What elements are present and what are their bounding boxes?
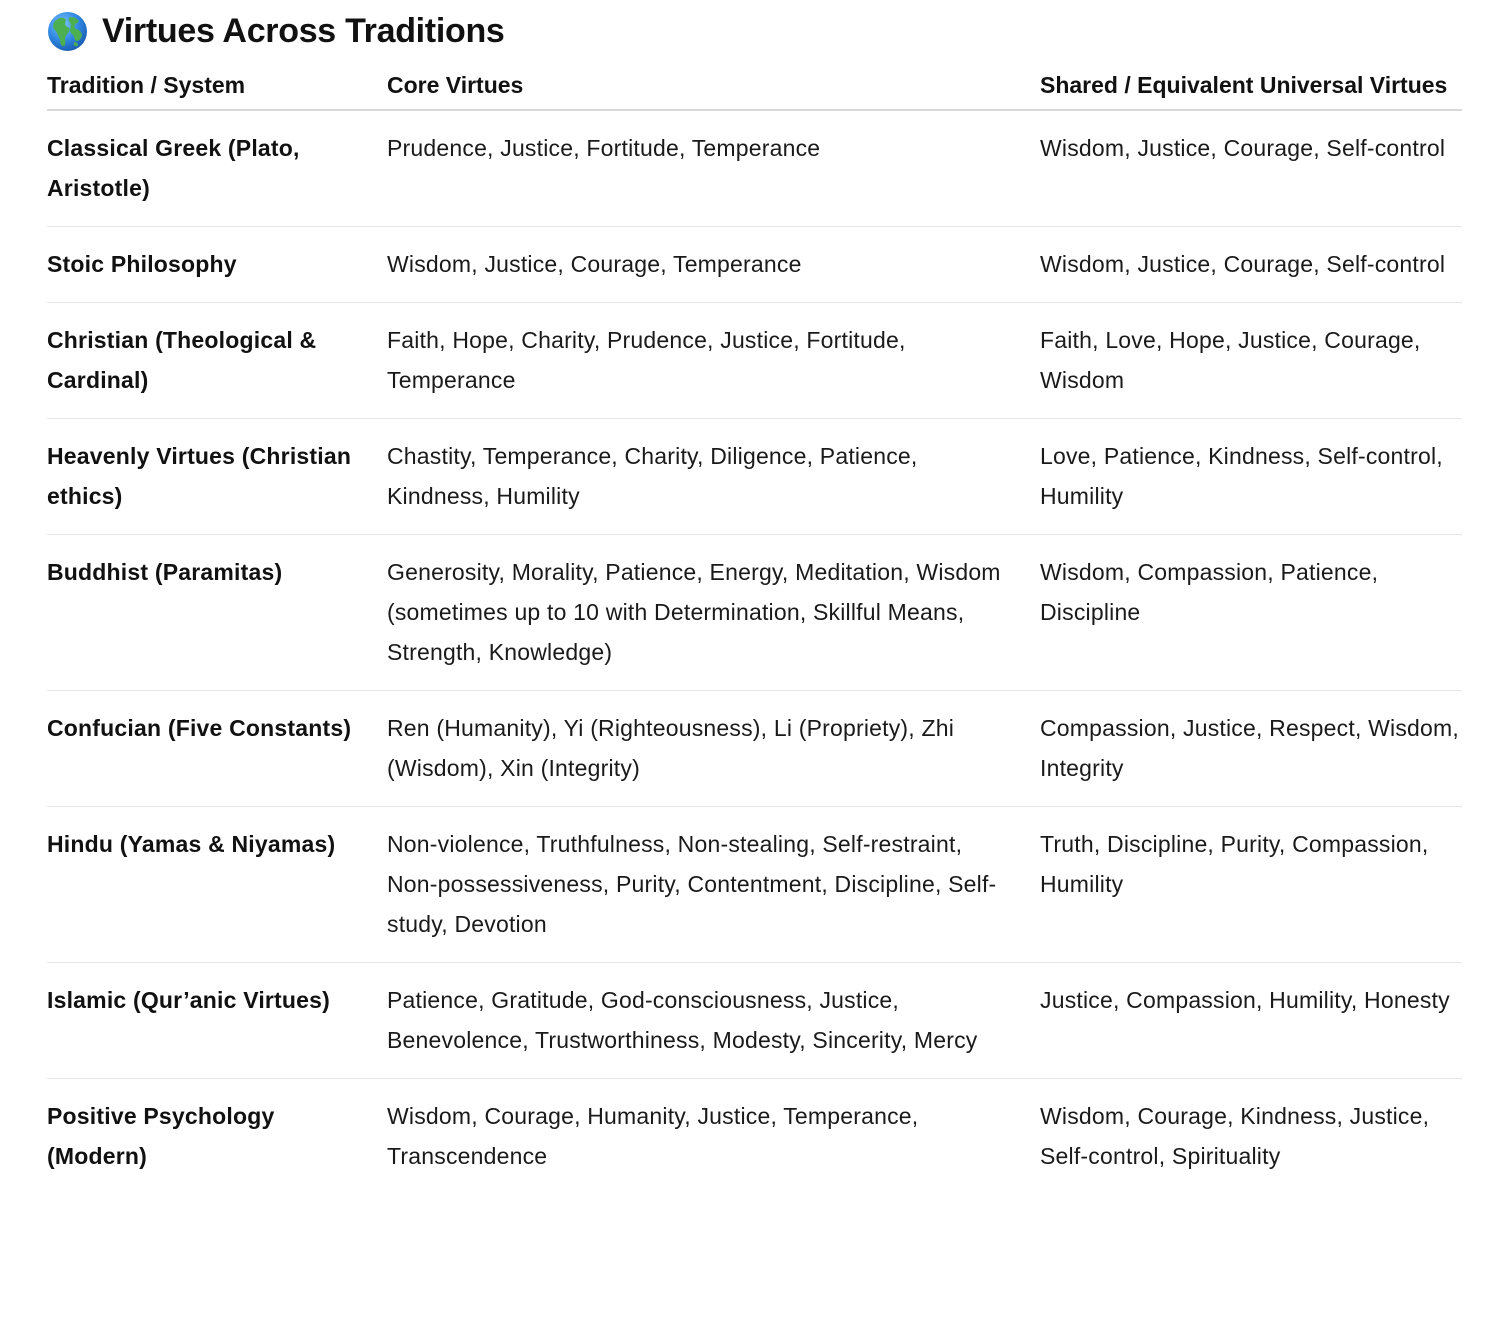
tradition-cell: Hindu (Yamas & Niyamas) xyxy=(47,807,387,963)
table-row xyxy=(47,1079,1462,1195)
tradition-cell: Buddhist (Paramitas) xyxy=(47,535,387,691)
table-row xyxy=(47,535,1462,691)
table-row xyxy=(47,963,1462,1079)
table-row xyxy=(47,807,1462,963)
core-virtues-cell: Wisdom, Courage, Humanity, Justice, Temperance, Transcendence xyxy=(387,1103,919,1169)
core-virtues-cell: Non-violence, Truthfulness, Non-stealing, Self-restraint, Non-possessiveness, Purity, Contentment, Discipline, Self-study, Devotion xyxy=(387,807,1040,963)
tradition-cell: Christian (Theological & Cardinal) xyxy=(47,303,387,419)
header-shared-virtues: Shared / Equivalent Universal Virtues xyxy=(1040,72,1462,110)
globe-icon xyxy=(47,11,88,52)
core-virtues-cell: Wisdom, Justice, Courage, Temperance xyxy=(387,227,1040,303)
shared-virtues-cell: Compassion, Justice, Respect, Wisdom, Integrity xyxy=(1040,691,1462,807)
shared-virtues-cell: Wisdom, Courage, Kindness, Justice, Self-control, Spirituality xyxy=(1040,1103,1430,1169)
title-row xyxy=(47,0,1462,62)
shared-virtues-cell: Wisdom, Justice, Courage, Self-control xyxy=(1040,110,1462,227)
shared-virtues-cell: Truth, Discipline, Purity, Compassion, Humility xyxy=(1040,807,1462,963)
shared-virtues-cell: Wisdom, Compassion, Patience, Discipline xyxy=(1040,535,1462,691)
table-row xyxy=(47,227,1462,303)
table-row xyxy=(47,110,1462,227)
core-virtues-cell: Chastity, Temperance, Charity, Diligence, Patience, Kindness, Humility xyxy=(387,419,1040,535)
core-virtues-cell: Patience, Gratitude, God-consciousness, Justice, Benevolence, Trustworthiness, Modesty, Sincerity, Mercy xyxy=(387,963,1040,1079)
core-virtues-cell: Prudence, Justice, Fortitude, Temperance xyxy=(387,110,1040,227)
core-virtues-cell: Faith, Hope, Charity, Prudence, Justice, Fortitude, Temperance xyxy=(387,303,1040,419)
tradition-cell: Stoic Philosophy xyxy=(47,227,387,303)
page-title: Virtues Across Traditions xyxy=(102,11,505,50)
tradition-cell: Heavenly Virtues (Christian ethics) xyxy=(47,419,387,535)
tradition-cell: Positive Psychology (Modern) xyxy=(47,1103,275,1169)
shared-virtues-cell: Love, Patience, Kindness, Self-control, Humility xyxy=(1040,419,1462,535)
header-core-virtues: Core Virtues xyxy=(387,72,1040,110)
tradition-cell: Classical Greek (Plato, Aristotle) xyxy=(47,110,387,227)
table-row xyxy=(47,691,1462,807)
tradition-cell: Islamic (Qur’anic Virtues) xyxy=(47,963,387,1079)
tradition-cell: Confucian (Five Constants) xyxy=(47,691,387,807)
core-virtues-cell: Generosity, Morality, Patience, Energy, Meditation, Wisdom (sometimes up to 10 with Determination, Skillful Means, Strength, Knowledge) xyxy=(387,535,1040,691)
table-row xyxy=(47,303,1462,419)
shared-virtues-cell: Justice, Compassion, Humility, Honesty xyxy=(1040,963,1462,1079)
table-header-row xyxy=(47,72,1462,110)
shared-virtues-cell: Faith, Love, Hope, Justice, Courage, Wisdom xyxy=(1040,303,1462,419)
header-tradition: Tradition / System xyxy=(47,72,387,110)
table-row xyxy=(47,419,1462,535)
virtues-table xyxy=(47,72,1462,1194)
core-virtues-cell: Ren (Humanity), Yi (Righteousness), Li (Propriety), Zhi (Wisdom), Xin (Integrity) xyxy=(387,691,1040,807)
shared-virtues-cell: Wisdom, Justice, Courage, Self-control xyxy=(1040,227,1462,303)
